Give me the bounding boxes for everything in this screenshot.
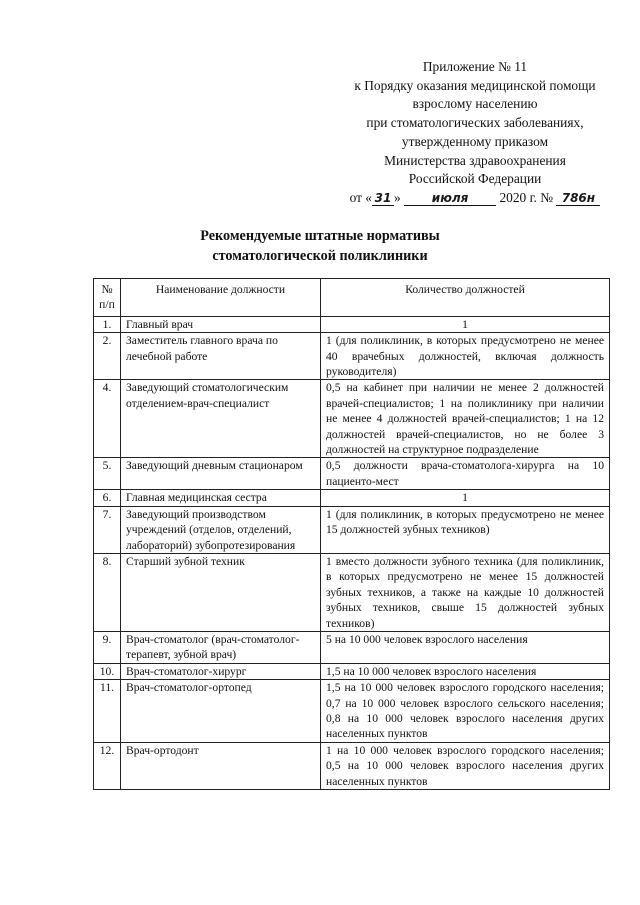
table-header-row — [94, 279, 610, 317]
row-quantity: 1 (для поликлиник, в которых предусмотрено не менее 40 врачебных должностей, включая должность руководителя) — [321, 333, 610, 380]
row-position: Заведующий дневным стационаром — [121, 458, 321, 490]
table-row — [94, 458, 610, 490]
row-position: Главная медицинская сестра — [121, 490, 321, 506]
row-position: Врач-стоматолог (врач-стоматолог-терапевт, зубной врач) — [121, 631, 321, 663]
appendix-line: взрослому населению — [412, 96, 538, 112]
order-mid: » — [394, 189, 401, 205]
row-number: 4. — [94, 380, 121, 458]
row-number: 7. — [94, 506, 121, 553]
order-prefix: от « — [349, 189, 373, 205]
row-quantity: 1,5 на 10 000 человек взрослого населения — [321, 663, 610, 679]
table-row — [94, 506, 610, 553]
row-quantity: 0,5 должности врача-стоматолога-хирурга на 10 пациенто-мест — [321, 458, 610, 490]
table-body — [94, 316, 610, 789]
table-row — [94, 553, 610, 631]
appendix-line: Приложение № 11 — [422, 59, 528, 74]
appendix-line: Российской Федерации — [408, 171, 542, 187]
table-row — [94, 316, 610, 332]
order-day: 31 — [372, 191, 394, 206]
row-quantity: 1 вместо должности зубного техника (для поликлиник, в которых предусмотрено не менее 15 должностей зубных техников, а также на каждые 10 должностей зубных техников, свыше 15 должностей зубных техников) — [321, 553, 610, 631]
title-line-1: Рекомендуемые штатные нормативы — [200, 228, 440, 244]
row-number: 9. — [94, 631, 121, 663]
document-title — [0, 226, 640, 266]
table-row — [94, 380, 610, 458]
row-quantity: 1 — [321, 490, 610, 506]
row-quantity: 1 на 10 000 человек взрослого городского населения; 0,5 на 10 000 человек взрослого населения других населенных пунктов — [321, 742, 610, 789]
order-reference — [330, 189, 620, 208]
title-line-2: стоматологической поликлиники — [212, 248, 428, 264]
row-number: 1. — [94, 316, 121, 332]
row-position: Старший зубной техник — [121, 553, 321, 631]
row-quantity: 1,5 на 10 000 человек взрослого городского населения; 0,7 на 10 000 человек взрослого сельского населения; 0,8 на 10 000 человек взрослого населения других населенных пунктов — [321, 680, 610, 743]
row-position: Заведующий стоматологическим отделением-врач-специалист — [121, 380, 321, 458]
row-number: 8. — [94, 553, 121, 631]
staffing-table — [93, 278, 610, 790]
row-number: 10. — [94, 663, 121, 679]
row-quantity: 5 на 10 000 человек взрослого населения — [321, 631, 610, 663]
row-number: 6. — [94, 490, 121, 506]
row-position: Заместитель главного врача по лечебной работе — [121, 333, 321, 380]
header-position: Наименование должности — [121, 279, 321, 317]
order-year: 2020 г. № — [499, 189, 554, 205]
order-number: 786н — [556, 191, 600, 206]
table-row — [94, 742, 610, 789]
row-position: Врач-ортодонт — [121, 742, 321, 789]
row-number: 5. — [94, 458, 121, 490]
appendix-line: к Порядку оказания медицинской помощи — [354, 77, 596, 93]
header-quantity: Количество должностей — [321, 279, 610, 317]
row-number: 2. — [94, 333, 121, 380]
row-quantity: 0,5 на кабинет при наличии не менее 2 должностей врачей-специалистов; 1 на поликлинику при наличии не менее 4 должностей врачей-специалистов; 1 на 12 должностей врачей-специалистов, но не более 3 должностей на структурное подразделение — [321, 380, 610, 458]
row-number: 11. — [94, 680, 121, 743]
table-row — [94, 631, 610, 663]
appendix-line: утвержденному приказом — [401, 133, 549, 149]
row-position: Заведующий производством учреждений (отделов, отделений, лабораторий) зубопротезирования — [121, 506, 321, 553]
table-row — [94, 663, 610, 679]
header-number: № п/п — [94, 279, 121, 317]
table-row — [94, 680, 610, 743]
appendix-line: Министерства здравоохранения — [384, 152, 566, 168]
appendix-header — [330, 58, 620, 208]
row-number: 12. — [94, 742, 121, 789]
order-month: июля — [404, 191, 496, 206]
row-position: Врач-стоматолог-ортопед — [121, 680, 321, 743]
appendix-line: при стоматологических заболеваниях, — [366, 115, 584, 131]
row-position: Врач-стоматолог-хирург — [121, 663, 321, 679]
row-position: Главный врач — [121, 316, 321, 332]
row-quantity: 1 (для поликлиник, в которых предусмотрено не менее 15 должностей зубных техников) — [321, 506, 610, 553]
table-row — [94, 333, 610, 380]
table-row — [94, 490, 610, 506]
row-quantity: 1 — [321, 316, 610, 332]
